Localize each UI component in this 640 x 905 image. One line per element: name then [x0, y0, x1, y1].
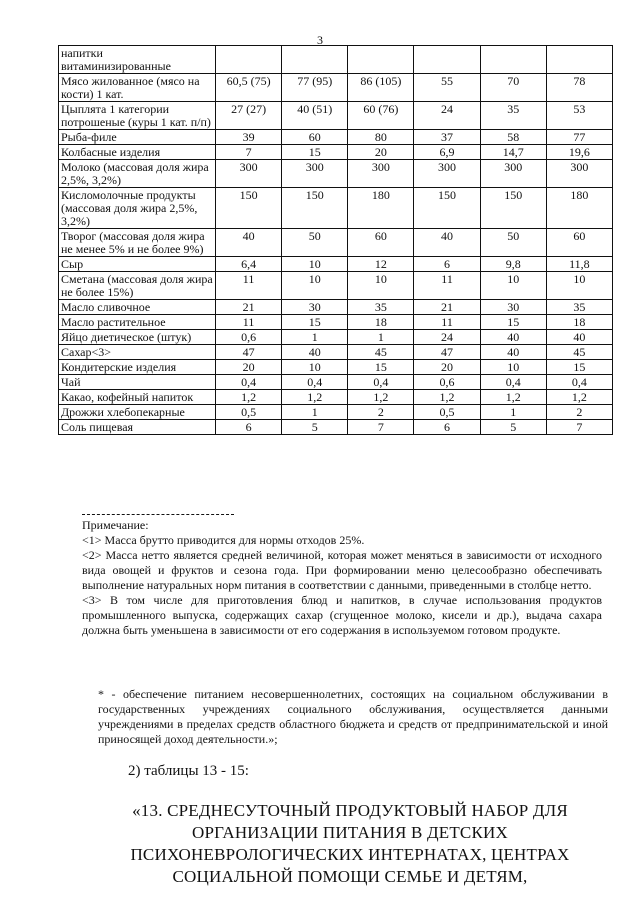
row-value-1: 1,2: [216, 390, 282, 405]
row-value-6: 15: [546, 360, 612, 375]
row-product-name: Кондитерские изделия: [59, 360, 216, 375]
row-value-2: 40: [282, 345, 348, 360]
row-value-6: [546, 46, 612, 74]
row-value-6: 35: [546, 300, 612, 315]
row-value-4: 21: [414, 300, 480, 315]
row-value-3: 15: [348, 360, 414, 375]
row-value-6: 7: [546, 420, 612, 435]
row-value-3: 12: [348, 257, 414, 272]
row-value-4: 40: [414, 229, 480, 257]
table-row: [59, 229, 613, 257]
row-value-5: [480, 46, 546, 74]
row-product-name: Чай: [59, 375, 216, 390]
row-value-1: 21: [216, 300, 282, 315]
table-row: [59, 188, 613, 229]
row-value-3: 1: [348, 330, 414, 345]
table-row: [59, 360, 613, 375]
row-value-4: 24: [414, 330, 480, 345]
row-value-2: 150: [282, 188, 348, 229]
list-item-2: 2) таблицы 13 - 15:: [128, 763, 249, 779]
row-value-5: 14,7: [480, 145, 546, 160]
row-value-4: 0,6: [414, 375, 480, 390]
row-value-1: 39: [216, 130, 282, 145]
row-value-3: 86 (105): [348, 74, 414, 102]
table-row: [59, 420, 613, 435]
table-row: [59, 300, 613, 315]
table-row: [59, 46, 613, 74]
row-value-5: 0,4: [480, 375, 546, 390]
row-value-6: 60: [546, 229, 612, 257]
row-value-2: 300: [282, 160, 348, 188]
row-value-5: 35: [480, 102, 546, 130]
row-value-3: 60: [348, 229, 414, 257]
note-1: <1> Масса брутто приводится для нормы отходов 25%.: [82, 533, 365, 547]
row-value-1: 300: [216, 160, 282, 188]
row-value-1: 6: [216, 420, 282, 435]
row-value-5: 150: [480, 188, 546, 229]
notes-block: [82, 514, 602, 638]
note-3: <3> В том числе для приготовления блюд и напитков, в случае использования продуктов промышленного выпуска, содержащих сахар (сгущенное молоко, кисели и др.), выдача сахара должна быть уменьшена в зависимости от его содержания в используемом готовом продукте.: [82, 593, 602, 637]
row-value-3: 18: [348, 315, 414, 330]
row-product-name: Рыба-филе: [59, 130, 216, 145]
row-value-1: 11: [216, 272, 282, 300]
row-product-name: Масло сливочное: [59, 300, 216, 315]
star-note: * - обеспечение питанием несовершеннолетних, состоящих на социальном обслуживании в государственных учреждениях социального обслуживания, осуществляется данными учреждениями в пределах средств областного бюджета и средств от предпринимательской и иной приносящей доход деятельности.»;: [98, 687, 608, 746]
table-row: [59, 345, 613, 360]
row-value-3: 0,4: [348, 375, 414, 390]
row-value-4: 24: [414, 102, 480, 130]
table-row: [59, 272, 613, 300]
row-value-3: 2: [348, 405, 414, 420]
row-product-name: Яйцо диетическое (штук): [59, 330, 216, 345]
row-value-4: [414, 46, 480, 74]
page-number: 3: [317, 33, 323, 47]
row-value-5: 9,8: [480, 257, 546, 272]
row-value-1: 6,4: [216, 257, 282, 272]
row-value-2: 77 (95): [282, 74, 348, 102]
row-product-name: Сметана (массовая доля жира не более 15%): [59, 272, 216, 300]
row-product-name: Масло растительное: [59, 315, 216, 330]
row-value-2: 10: [282, 257, 348, 272]
table-row: [59, 145, 613, 160]
row-value-1: 0,4: [216, 375, 282, 390]
row-value-2: 15: [282, 315, 348, 330]
row-value-3: 20: [348, 145, 414, 160]
notes-heading: Примечание:: [82, 518, 149, 532]
row-product-name: Дрожжи хлебопекарные: [59, 405, 216, 420]
row-value-3: 1,2: [348, 390, 414, 405]
row-product-name: Соль пищевая: [59, 420, 216, 435]
row-value-5: 10: [480, 272, 546, 300]
table-row: [59, 102, 613, 130]
row-value-6: 11,8: [546, 257, 612, 272]
row-value-4: 20: [414, 360, 480, 375]
row-value-1: [216, 46, 282, 74]
row-value-6: 1,2: [546, 390, 612, 405]
row-value-4: 37: [414, 130, 480, 145]
row-value-6: 53: [546, 102, 612, 130]
row-value-2: 0,4: [282, 375, 348, 390]
row-value-5: 58: [480, 130, 546, 145]
row-value-6: 10: [546, 272, 612, 300]
row-value-3: 45: [348, 345, 414, 360]
row-value-1: 20: [216, 360, 282, 375]
row-value-3: 300: [348, 160, 414, 188]
row-value-5: 1: [480, 405, 546, 420]
table-row: [59, 390, 613, 405]
row-value-3: 7: [348, 420, 414, 435]
row-value-1: 150: [216, 188, 282, 229]
row-value-5: 5: [480, 420, 546, 435]
row-value-1: 0,6: [216, 330, 282, 345]
row-value-3: 60 (76): [348, 102, 414, 130]
row-value-2: 10: [282, 272, 348, 300]
row-value-1: 60,5 (75): [216, 74, 282, 102]
notes-divider: [82, 514, 234, 515]
row-value-3: [348, 46, 414, 74]
row-value-5: 40: [480, 330, 546, 345]
row-value-2: 1,2: [282, 390, 348, 405]
row-value-6: 77: [546, 130, 612, 145]
row-product-name: Колбасные изделия: [59, 145, 216, 160]
row-product-name: напитки витаминизированные: [59, 46, 216, 74]
row-value-5: 50: [480, 229, 546, 257]
row-product-name: Творог (массовая доля жира не менее 5% и не более 9%): [59, 229, 216, 257]
row-value-2: 10: [282, 360, 348, 375]
row-value-6: 78: [546, 74, 612, 102]
row-value-2: 30: [282, 300, 348, 315]
row-value-4: 47: [414, 345, 480, 360]
row-value-4: 6: [414, 257, 480, 272]
row-value-4: 150: [414, 188, 480, 229]
row-product-name: Сыр: [59, 257, 216, 272]
row-value-6: 0,4: [546, 375, 612, 390]
table-row: [59, 330, 613, 345]
table-row: [59, 74, 613, 102]
row-value-3: 180: [348, 188, 414, 229]
row-value-4: 300: [414, 160, 480, 188]
row-value-4: 6,9: [414, 145, 480, 160]
section-heading: «13. СРЕДНЕСУТОЧНЫЙ ПРОДУКТОВЫЙ НАБОР ДЛЯ ОРГАНИЗАЦИИ ПИТАНИЯ В ДЕТСКИХ ПСИХОНЕВРОЛОГИЧЕСКИХ ИНТЕРНАТАХ, ЦЕНТРАХ СОЦИАЛЬНОЙ ПОМОЩИ СЕМЬЕ И ДЕТЯМ,: [130, 801, 570, 886]
row-value-1: 11: [216, 315, 282, 330]
row-value-3: 80: [348, 130, 414, 145]
row-value-5: 300: [480, 160, 546, 188]
row-value-6: 19,6: [546, 145, 612, 160]
row-value-1: 27 (27): [216, 102, 282, 130]
row-product-name: Цыплята 1 категории потрошеные (куры 1 кат. п/п): [59, 102, 216, 130]
row-value-6: 18: [546, 315, 612, 330]
row-value-6: 45: [546, 345, 612, 360]
table-row: [59, 257, 613, 272]
food-norms-table: [58, 45, 613, 435]
row-value-6: 40: [546, 330, 612, 345]
row-value-2: [282, 46, 348, 74]
table-row: [59, 130, 613, 145]
table-row: [59, 315, 613, 330]
row-value-4: 55: [414, 74, 480, 102]
row-value-2: 60: [282, 130, 348, 145]
row-value-1: 40: [216, 229, 282, 257]
row-value-4: 1,2: [414, 390, 480, 405]
table-row: [59, 160, 613, 188]
row-value-5: 1,2: [480, 390, 546, 405]
row-value-4: 11: [414, 315, 480, 330]
row-value-1: 0,5: [216, 405, 282, 420]
row-value-2: 40 (51): [282, 102, 348, 130]
row-value-2: 5: [282, 420, 348, 435]
row-value-6: 180: [546, 188, 612, 229]
table-row: [59, 375, 613, 390]
row-product-name: Молоко (массовая доля жира 2,5%, 3,2%): [59, 160, 216, 188]
row-value-2: 50: [282, 229, 348, 257]
row-value-5: 40: [480, 345, 546, 360]
row-value-5: 10: [480, 360, 546, 375]
row-value-2: 15: [282, 145, 348, 160]
row-value-6: 2: [546, 405, 612, 420]
row-value-1: 47: [216, 345, 282, 360]
row-product-name: Сахар<3>: [59, 345, 216, 360]
row-value-2: 1: [282, 330, 348, 345]
row-value-3: 35: [348, 300, 414, 315]
row-value-1: 7: [216, 145, 282, 160]
table-row: [59, 405, 613, 420]
row-product-name: Мясо жилованное (мясо на кости) 1 кат.: [59, 74, 216, 102]
row-product-name: Какао, кофейный напиток: [59, 390, 216, 405]
row-value-4: 0,5: [414, 405, 480, 420]
row-value-6: 300: [546, 160, 612, 188]
row-value-5: 15: [480, 315, 546, 330]
row-value-5: 70: [480, 74, 546, 102]
note-2: <2> Масса нетто является средней величиной, которая может меняться в зависимости от исходного вида овощей и фруктов и сезона года. При формировании меню целесообразно обеспечивать выполнение натуральных норм питания в соответствии с данными, приведенными в столбце нетто.: [82, 548, 602, 592]
row-value-2: 1: [282, 405, 348, 420]
row-value-4: 11: [414, 272, 480, 300]
row-value-4: 6: [414, 420, 480, 435]
row-product-name: Кисломолочные продукты (массовая доля жира 2,5%, 3,2%): [59, 188, 216, 229]
row-value-3: 10: [348, 272, 414, 300]
row-value-5: 30: [480, 300, 546, 315]
